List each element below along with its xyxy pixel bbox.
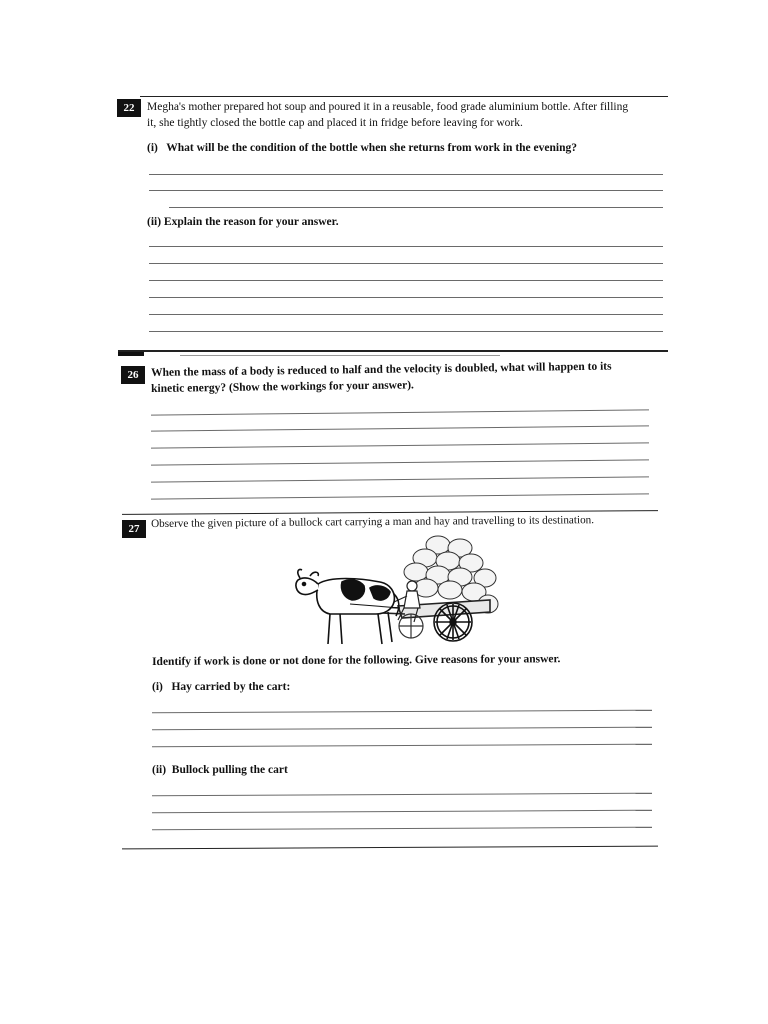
answer-line (151, 493, 649, 499)
question-number-22: 22 (117, 99, 141, 117)
q22-stem-line2: it, she tightly closed the bottle cap and placed it in fridge before leaving for work. (147, 117, 523, 129)
answer-line (152, 793, 652, 797)
answer-line (149, 314, 663, 315)
answer-line (149, 297, 663, 298)
answer-line (151, 442, 649, 448)
top-rule (140, 96, 668, 97)
answer-line (149, 280, 663, 281)
answer-line (151, 425, 649, 431)
answer-line (152, 744, 652, 748)
q26-stem-line1: When the mass of a body is reduced to half and the velocity is doubled, what will happen to its (151, 360, 612, 379)
answer-line (149, 190, 663, 191)
q27-part-ii: (ii) Bullock pulling the cart (152, 764, 288, 776)
answer-line (149, 263, 663, 264)
q27-part-i: (i) Hay carried by the cart: (152, 681, 291, 693)
q27-stem: Observe the given picture of a bullock cart carrying a man and hay and travelling to its destination. (151, 514, 595, 530)
answer-line (152, 810, 652, 814)
q22-stem-line1: Megha's mother prepared hot soup and poured it in a reusable, food grade aluminium bottle. After filling (147, 101, 629, 113)
answer-line (149, 174, 663, 175)
question-number-27: 27 (122, 520, 146, 538)
q27-instruction: Identify if work is done or not done for the following. Give reasons for your answer. (152, 653, 561, 668)
answer-line (152, 710, 652, 714)
q22-part-i: (i) What will be the condition of the bottle when she returns from work in the evening? (147, 142, 577, 154)
answer-line (169, 207, 663, 208)
section-divider (118, 350, 668, 352)
cropped-text-fragment (180, 355, 500, 356)
answer-line (151, 459, 649, 465)
question-number-26: 26 (121, 366, 145, 384)
answer-line (151, 409, 649, 415)
answer-line (149, 246, 663, 247)
bullock-cart-illustration (290, 528, 510, 652)
cart-wheel (434, 603, 472, 641)
section-divider-mark (118, 352, 144, 356)
answer-line (149, 331, 663, 332)
bottom-rule (122, 846, 658, 850)
q22-part-ii: (ii) Explain the reason for your answer. (147, 216, 339, 228)
answer-line (152, 827, 652, 831)
answer-line (152, 727, 652, 731)
answer-line (151, 476, 649, 482)
bullock (296, 569, 400, 644)
q26-stem-line2: kinetic energy? (Show the workings for your answer). (151, 379, 414, 395)
